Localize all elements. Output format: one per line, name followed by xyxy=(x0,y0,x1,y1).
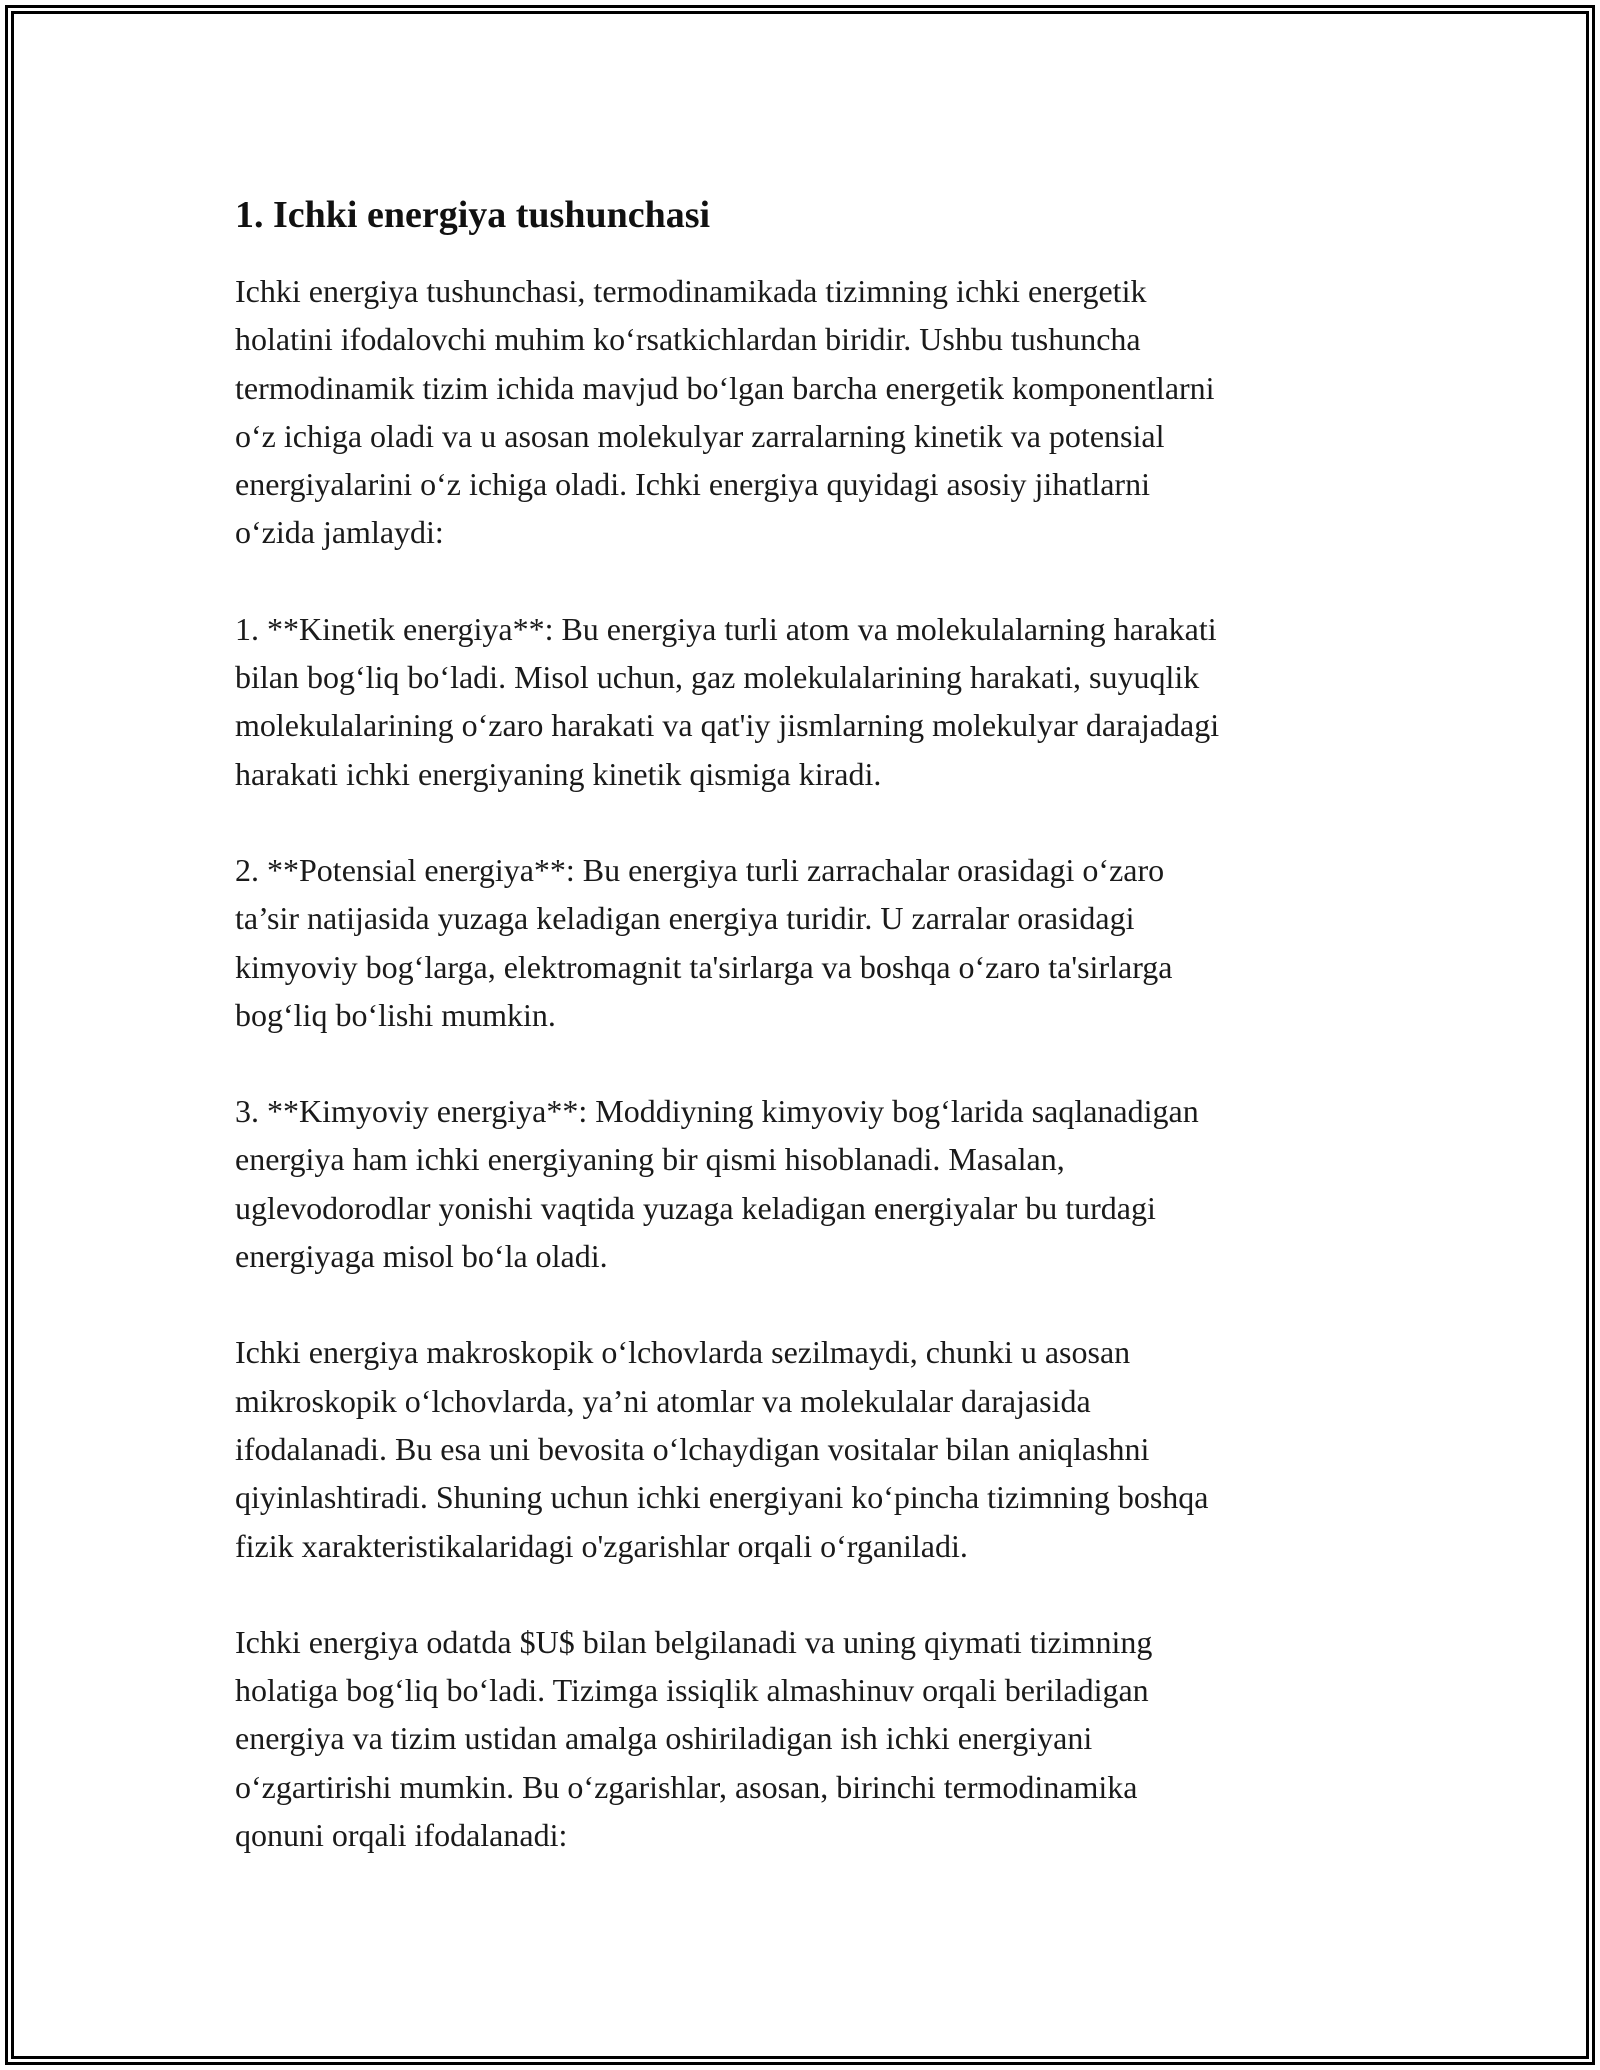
paragraph-potential-energy: 2. **Potensial energiya**: Bu energiya turli zarrachalar orasidagi oʻzaro ta’sir natijasida yuzaga keladigan energiya turidir. U zarralar orasidagi kimyoviy bogʻlarga, elektromagnit ta'sirlarga va boshqa oʻzaro ta'sirlarga bogʻliq boʻlishi mumkin. xyxy=(235,851,1173,1033)
paragraph-kinetic-energy: 1. **Kinetik energiya**: Bu energiya turli atom va molekulalarning harakati bilan bogʻliq boʻladi. Misol uchun, gaz molekulalarining harakati, suyuqlik molekulalarining oʻzaro harakati va qat'iy jismlarning molekulyar darajadagi harakati ichki energiyaning kinetik qismiga kiradi. xyxy=(235,610,1220,792)
paragraph-notation: Ichki energiya odatda $U$ bilan belgilanadi va uning qiymati tizimning holatiga bogʻliq boʻladi. Tizimga issiqlik almashinuv orqali beriladigan energiya va tizim ustidan amalga oshiriladigan ish ichki energiyani oʻzgartirishi mumkin. Bu oʻzgarishlar, asosan, birinchi termodinamika qonuni orqali ifodalanadi: xyxy=(235,1623,1153,1854)
paragraph-measurement: Ichki energiya makroskopik oʻlchovlarda sezilmaydi, chunki u asosan mikroskopik oʻlchovlarda, ya’ni atomlar va molekulalar darajasida ifodalanadi. Bu esa uni bevosita oʻlchaydigan vositalar bilan aniqlashni qiyinlashtiradi. Shuning uchun ichki energiyani koʻpincha tizimning boshqa fizik xarakteristikalaridagi o'zgarishlar orqali oʻrganiladi. xyxy=(235,1334,1209,1564)
section-heading: 1. Ichki energiya tushunchasi xyxy=(235,194,711,236)
paragraph-intro: Ichki energiya tushunchasi, termodinamikada tizimning ichki energetik holatini ifodalovchi muhim koʻrsatkichlardan biridir. Ushbu tushuncha termodinamik tizim ichida mavjud boʻlgan barcha energetik komponentlarni oʻz ichiga oladi va u asosan molekulyar zarralarning kinetik va potensial energiyalarini oʻz ichiga oladi. Ichki energiya quyidagi asosiy jihatlarni oʻzida jamlaydi: xyxy=(235,273,1215,551)
document-body xyxy=(235,185,1365,1907)
paragraph-chemical-energy: 3. **Kimyoviy energiya**: Moddiyning kimyoviy bogʻlarida saqlanadigan energiya ham ichki energiyaning bir qismi hisoblanadi. Masalan, uglevodorodlar yonishi vaqtida yuzaga keladigan energiyalar bu turdagi energiyaga misol boʻla oladi. xyxy=(235,1093,1199,1275)
